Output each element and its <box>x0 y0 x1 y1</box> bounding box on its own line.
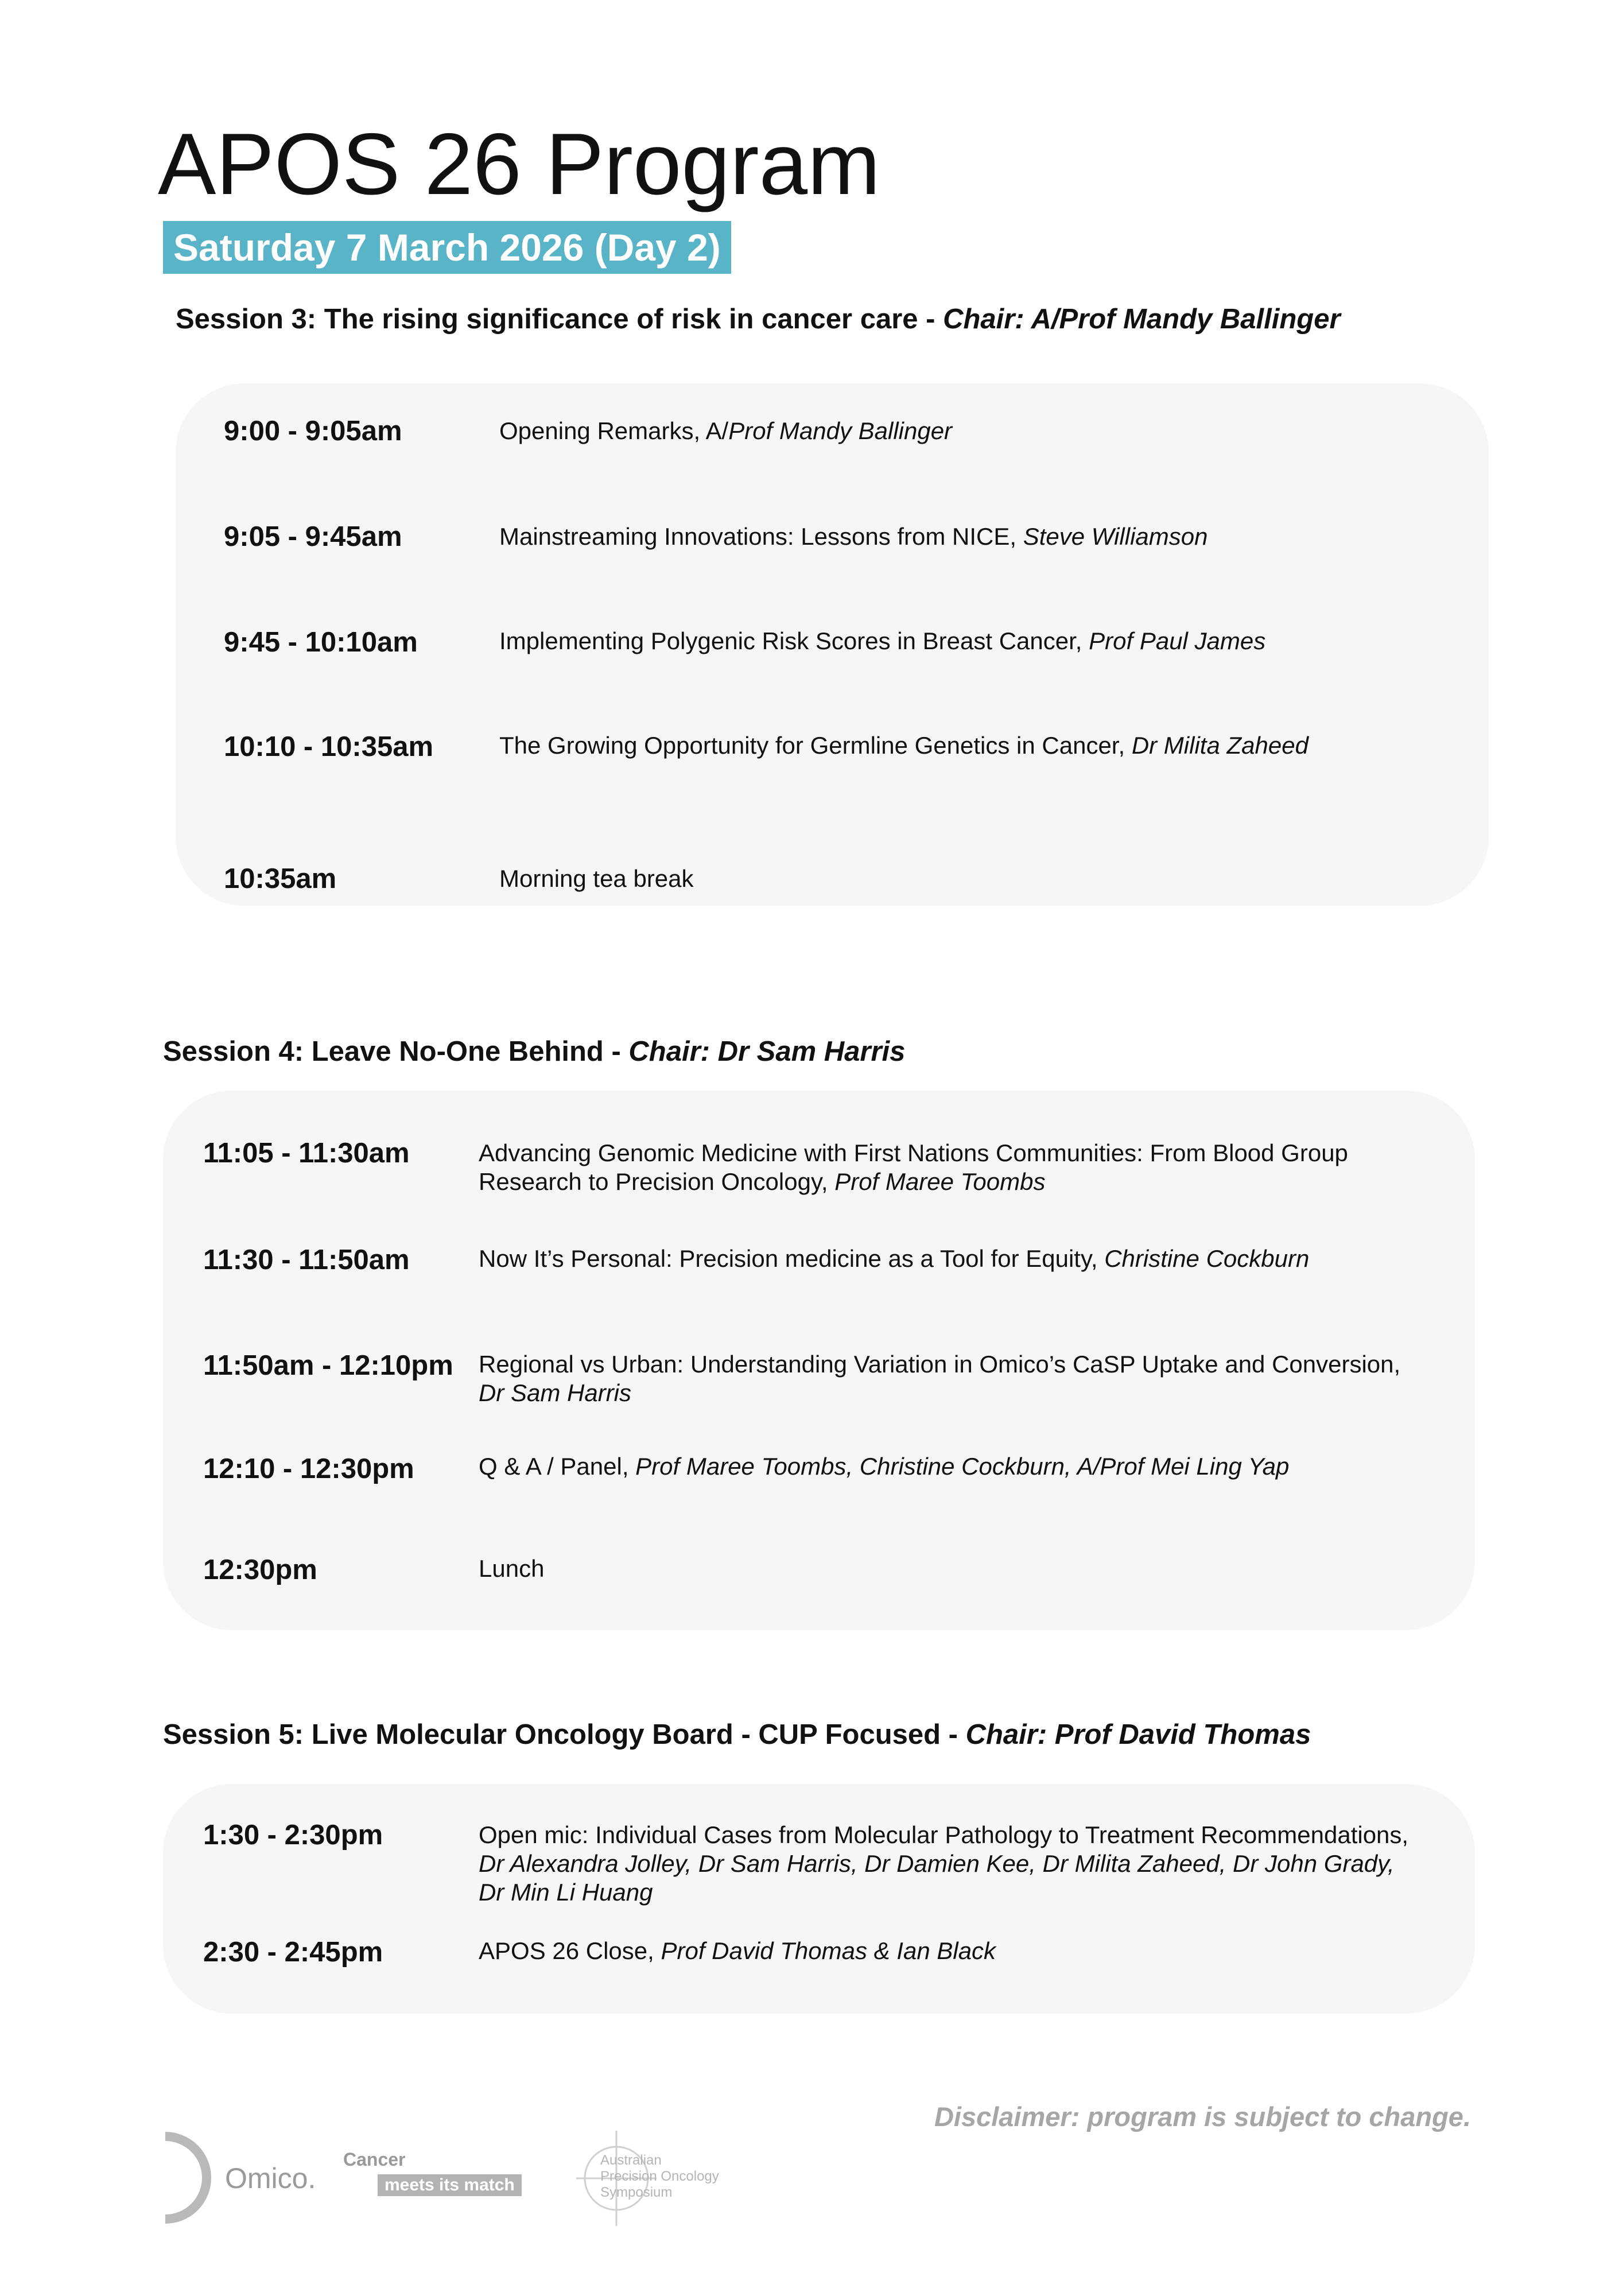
time-slot: 10:10 - 10:35am <box>224 731 434 762</box>
omico-arc-icon <box>161 2130 230 2227</box>
time-slot: 11:05 - 11:30am <box>203 1138 410 1169</box>
apos-logo-line: Australian <box>600 2152 662 2168</box>
session-4-heading <box>163 1035 905 1068</box>
session-chair: Chair: Dr Sam Harris <box>628 1036 906 1067</box>
time-slot: 11:50am - 12:10pm <box>203 1350 453 1381</box>
talk-description <box>479 1821 1454 1907</box>
talk-title: Regional vs Urban: Understanding Variation in Omico’s CaSP Uptake and Conversion, <box>479 1351 1401 1378</box>
apos-logo-line: Precision Oncology <box>600 2169 719 2184</box>
talk-title: Now It’s Personal: Precision medicine as a Tool for Equity, <box>479 1245 1105 1272</box>
page-title: APOS 26 Program <box>158 115 880 213</box>
speaker: Prof Maree Toombs <box>834 1168 1046 1195</box>
session-chair: Chair: Prof David Thomas <box>965 1719 1311 1750</box>
talk-description <box>479 1452 1454 1481</box>
talk-description <box>479 1244 1454 1273</box>
time-slot: 1:30 - 2:30pm <box>203 1820 383 1851</box>
talk-title: Open mic: Individual Cases from Molecular Pathology to Treatment Recommendations, <box>479 1821 1409 1848</box>
apos-logo <box>600 2152 719 2201</box>
disclaimer: Disclaimer: program is subject to change. <box>934 2101 1471 2132</box>
speaker: Dr Alexandra Jolley, Dr Sam Harris, Dr Damien Kee, Dr Milita Zaheed, Dr John Grady, <box>479 1850 1395 1877</box>
talk-description <box>499 731 1475 760</box>
date-banner: Saturday 7 March 2026 (Day 2) <box>163 221 731 274</box>
speaker: Prof Mandy Ballinger <box>728 417 953 444</box>
time-slot: 2:30 - 2:45pm <box>203 1937 383 1968</box>
talk-description <box>479 1937 1454 1965</box>
time-slot: 11:30 - 11:50am <box>203 1244 410 1275</box>
talk-title: Morning tea break <box>499 865 694 892</box>
speaker: Steve Williamson <box>1023 523 1208 550</box>
omico-logo: Omico. <box>225 2162 316 2194</box>
session-title: Session 4: Leave No-One Behind - <box>163 1036 629 1067</box>
session-5-card <box>163 1784 1475 2014</box>
session-chair: Chair: A/Prof Mandy Ballinger <box>943 304 1341 335</box>
time-slot: 9:05 - 9:45am <box>224 521 402 552</box>
talk-description <box>499 864 1446 893</box>
time-slot: 9:00 - 9:05am <box>224 416 402 447</box>
talk-title: APOS 26 Close, <box>479 1937 661 1964</box>
talk-title: Q & A / Panel, <box>479 1453 636 1480</box>
apos-logo-line: Symposium <box>600 2185 673 2200</box>
session-3-card <box>176 383 1489 906</box>
talk-description <box>499 417 1446 445</box>
time-slot: 12:10 - 12:30pm <box>203 1453 414 1484</box>
speaker: Dr Milita Zaheed <box>1131 732 1309 759</box>
talk-title: Advancing Genomic Medicine with First Nations Communities: From Blood Group Research to Precision Oncology, <box>479 1139 1348 1195</box>
cancer-logo-bottom: meets its match <box>378 2174 522 2196</box>
session-4-card <box>163 1091 1475 1630</box>
talk-description <box>499 522 1446 551</box>
talk-title: The Growing Opportunity for Germline Genetics in Cancer, <box>499 732 1132 759</box>
session-3-heading <box>176 303 1341 335</box>
cancer-logo-top: Cancer <box>343 2149 406 2170</box>
talk-description <box>479 1554 1431 1583</box>
session-5-heading <box>163 1719 1311 1751</box>
speaker: Prof Maree Toombs, Christine Cockburn, A/Prof Mei Ling Yap <box>635 1453 1290 1480</box>
footer-logos <box>161 2130 735 2227</box>
talk-title: Implementing Polygenic Risk Scores in Breast Cancer, <box>499 627 1089 654</box>
talk-title: Opening Remarks, A/ <box>499 417 729 444</box>
speaker: Prof Paul James <box>1089 627 1266 654</box>
talk-description <box>479 1139 1431 1196</box>
speaker: Dr Sam Harris <box>479 1379 632 1406</box>
time-slot: 10:35am <box>224 863 337 894</box>
time-slot: 12:30pm <box>203 1554 317 1585</box>
talk-title: Lunch <box>479 1555 545 1582</box>
session-title: Session 5: Live Molecular Oncology Board - CUP Focused - <box>163 1719 966 1750</box>
session-title: Session 3: The rising significance of risk in cancer care - <box>176 304 943 335</box>
speaker: Dr Min Li Huang <box>479 1879 653 1906</box>
talk-description <box>499 627 1446 656</box>
talk-description <box>479 1350 1431 1407</box>
speaker: Prof David Thomas & Ian Black <box>661 1937 996 1964</box>
speaker: Christine Cockburn <box>1104 1245 1310 1272</box>
talk-title: Mainstreaming Innovations: Lessons from NICE, <box>499 523 1023 550</box>
time-slot: 9:45 - 10:10am <box>224 627 418 658</box>
